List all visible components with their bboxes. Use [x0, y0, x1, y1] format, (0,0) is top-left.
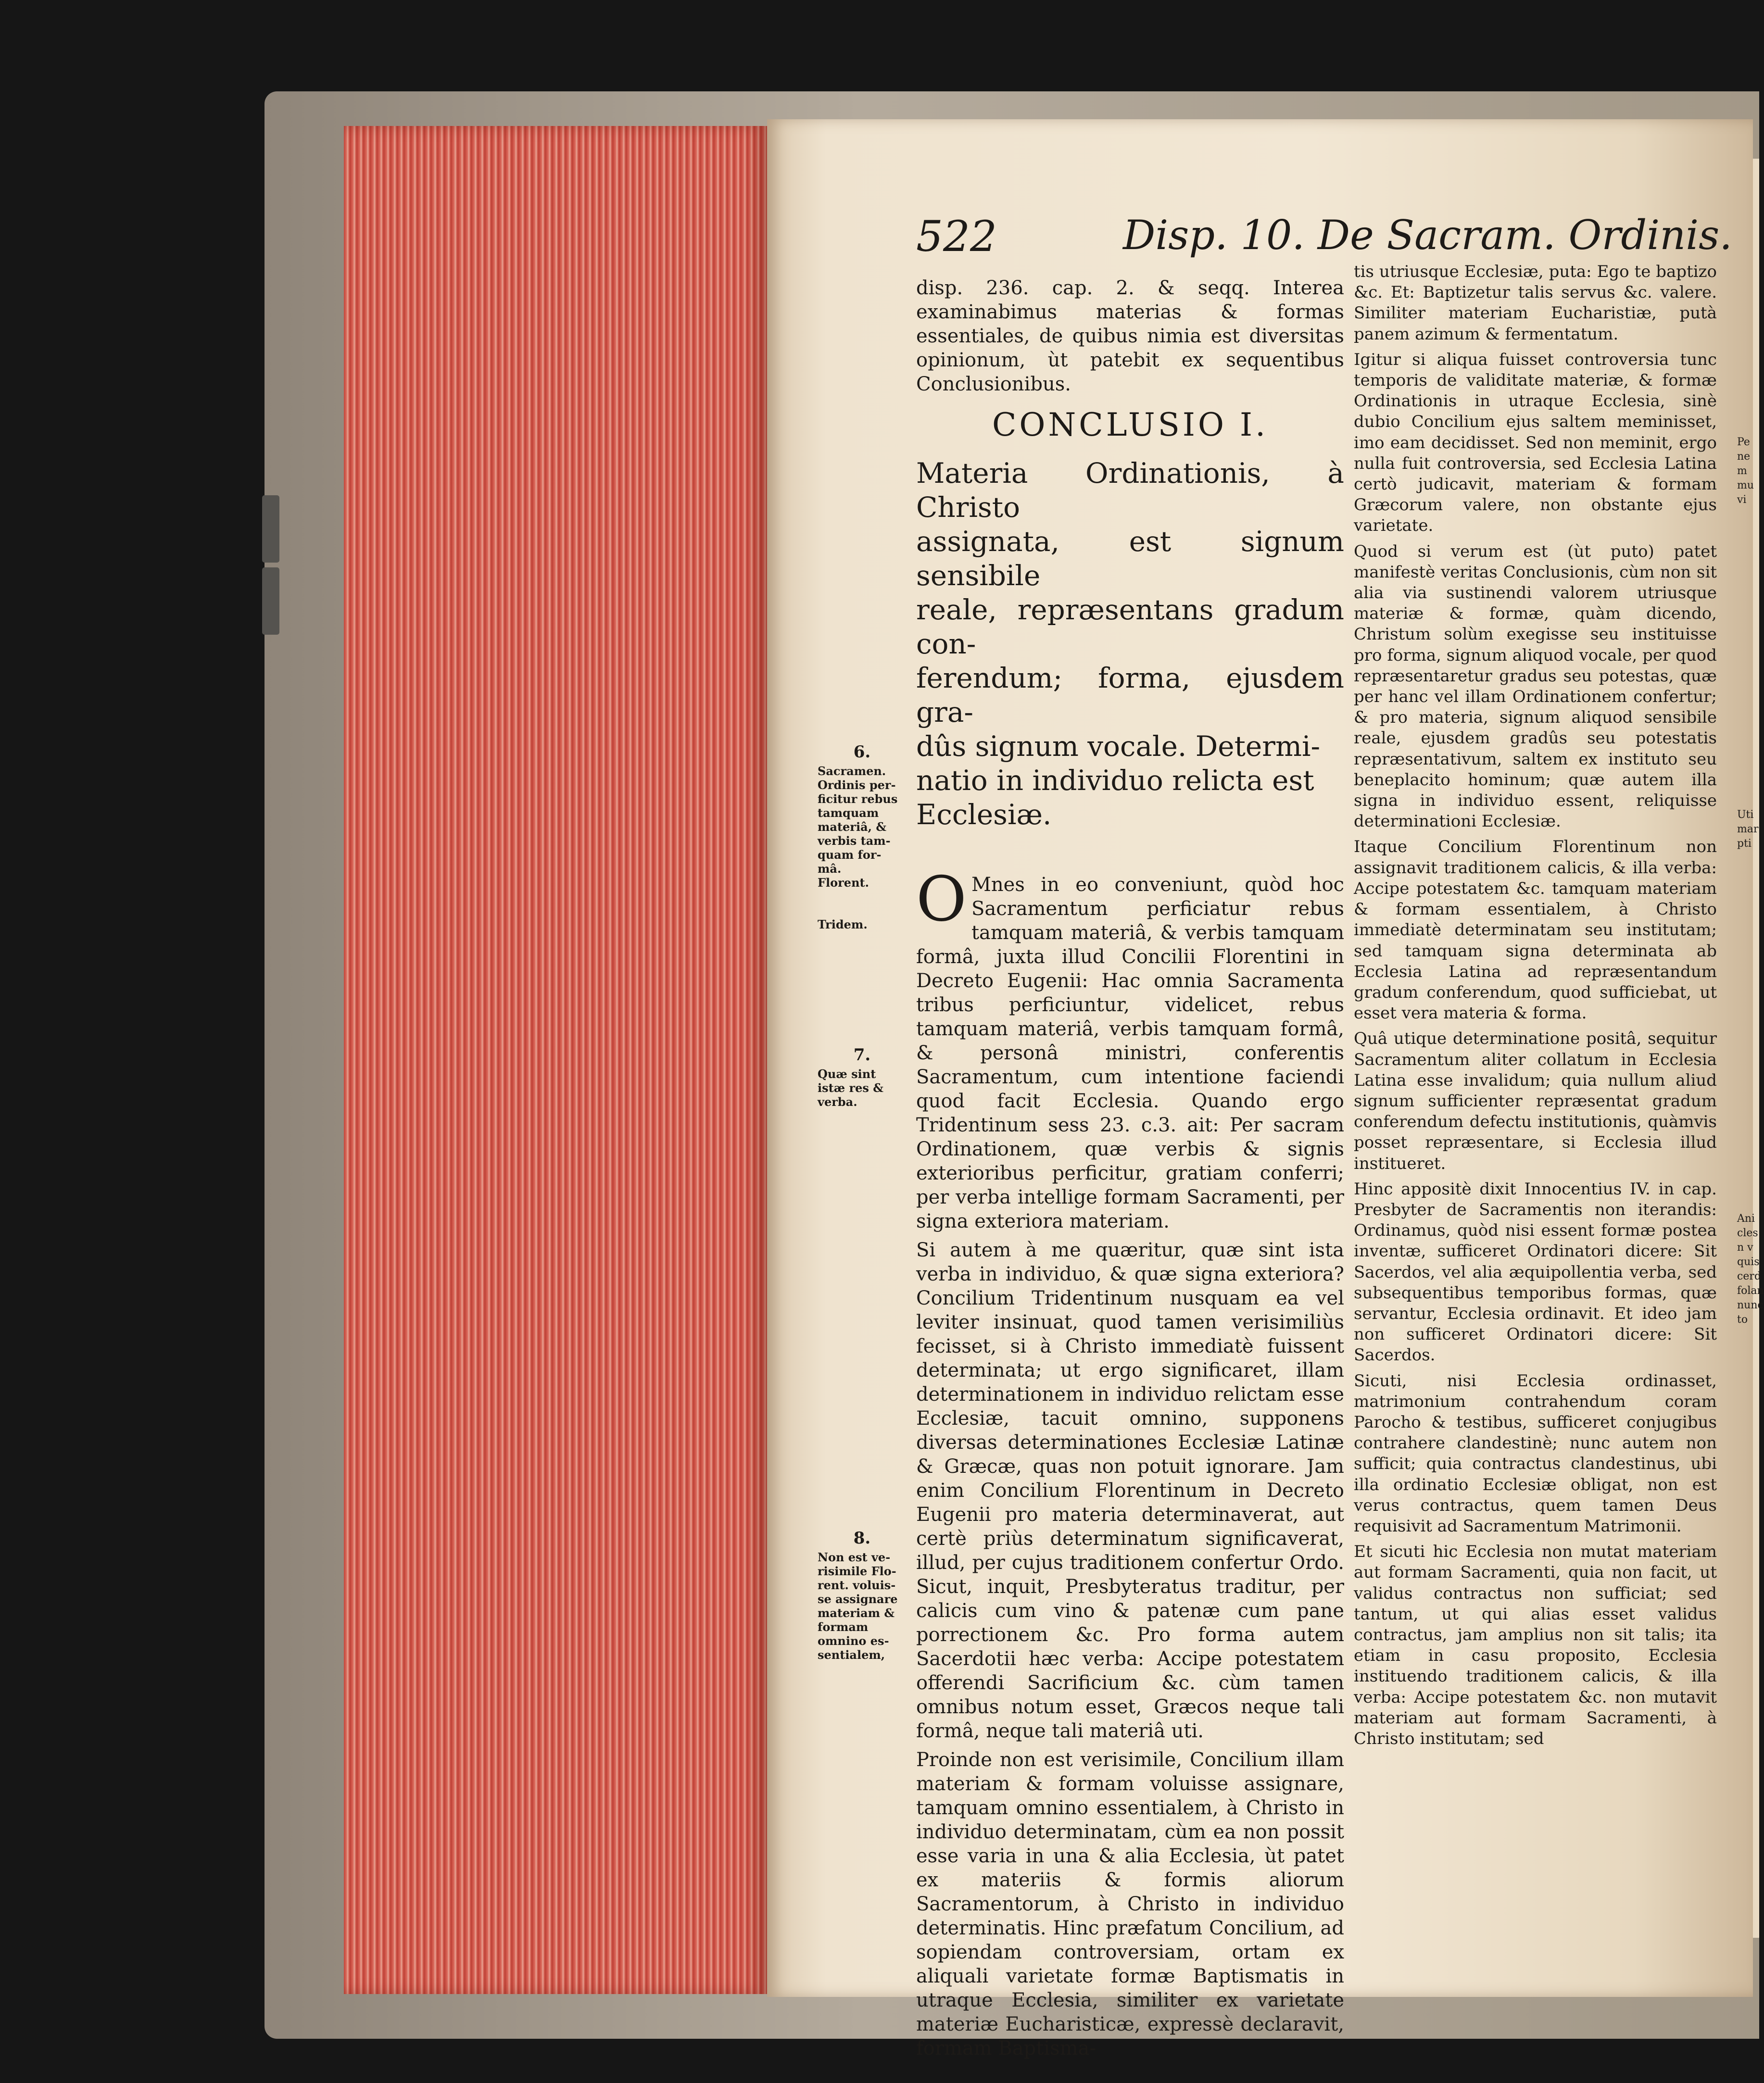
- margin-note-number: 7.: [853, 1045, 871, 1065]
- drop-cap: O: [916, 864, 967, 935]
- thesis-line: Ecclesiæ.: [916, 798, 1052, 831]
- body-paragraph: Et sicuti hic Ecclesia non mutat materiam aut formam Sacramenti, quia non facit, ut validus contractus non sufficiat; sed tantum, ut qui alias esset validus contractus, jam amplius non sit talis; ita etiam in casu proposito, Ecclesia instituendo traditionem calicis, & illa verba: Accipe potestatem &c. non mutavit materiam aut formam Sacramenti, à Christo institutam; sed: [1354, 1542, 1717, 1749]
- fragment-line: quis: [1737, 1256, 1760, 1268]
- fragment-line: folan: [1737, 1285, 1764, 1297]
- margin-note-8: [818, 1531, 907, 1662]
- body-paragraph: Quod si verum est (ùt puto) patet manifestè veritas Conclusionis, cùm non sit alia via sustinendi valorem utriusque materiæ & formæ, quàm dicendo, Christum solùm exegisse seu instituisse pro forma, signum aliquod vocale, per quod repræsentaretur gradus seu potestas, quæ per hanc vel illam Ordinationem confertur; & pro materia, signum aliquod sensibile reale, ejusdem gradûs seu potestatis repræsentativum, saltem ex instituto seu beneplacito hominum; quæ autem illa signa in individuo essent, reliquisse determinationi Ecclesiæ.: [1354, 541, 1717, 831]
- fragment-line: Pe: [1737, 436, 1750, 448]
- fragment-line: vi: [1737, 494, 1747, 506]
- paragraph-text: Mnes in eo conveniunt, quòd hoc Sacramentum perficiatur rebus tamquam materiâ, & verbis tamquam formâ, juxta illud Concilii Florentini in Decreto Eugenii: Hac omnia Sacramenta tribus perficiuntur, videlicet, rebus tamquam materiâ, verbis tamquam formâ, & personâ ministri, conferentis Sacramentum, cum intentione faciendi quod facit Ecclesia. Quando ergo Tridentinum sess 23. c.3. ait: Per sacram Ordinationem, quæ verbis & signis exterioribus perficitur, gratiam conferri; per verba intellige formam Sacramenti, per signa exteriora materiam.: [916, 874, 1344, 1232]
- margin-note-line: verbis tam-: [818, 834, 891, 848]
- margin-note-6: [818, 742, 907, 931]
- margin-note-line: materiâ, &: [818, 820, 886, 834]
- page-number: 522: [916, 212, 997, 261]
- margin-note-line: sentialem,: [818, 1648, 885, 1662]
- facing-page-fragment: [1737, 808, 1759, 851]
- margin-note-line: istæ res &: [818, 1081, 883, 1095]
- margin-note-line: Tridem.: [818, 917, 868, 931]
- intro-paragraph: disp. 236. cap. 2. & seqq. Interea examinabimus materias & formas essentiales, de quibus nimia est diversitas opinionum, ùt patebit ex sequentibus Conclusionibus.: [916, 277, 1344, 395]
- margin-note-line: tamquam: [818, 806, 879, 820]
- facing-page-fragment: [1737, 435, 1759, 507]
- fragment-line: pti: [1737, 838, 1751, 850]
- thesis-line: natio in individuo relicta est: [916, 764, 1314, 797]
- red-page-edges: [344, 126, 767, 1994]
- body-paragraph: tis utriusque Ecclesiæ, puta: Ego te baptizo &c. Et: Baptizetur talis servus &c. valere. Similiter materiam Eucharistiæ, putà panem azimum & fermentatum.: [1354, 262, 1717, 344]
- body-paragraph: Igitur si aliqua fuisset controversia tunc temporis de validitate materiæ, & formæ Ordinationis in utraque Ecclesia, sinè dubio Concilium ejus saltem meminisset, imo eam decidisset. Sed non meminit, ergo nulla fuit controversia, sed Ecclesia Latina certò judicavit, materiam & formam Græcorum valere, non obstante ejus varietate.: [1354, 350, 1717, 536]
- facing-page-fragment: [1737, 1212, 1764, 1327]
- margin-note-line: risimile Flo-: [818, 1564, 896, 1578]
- thesis-line: ferendum; forma, ejusdem gra-: [916, 662, 1344, 728]
- left-text-column: [916, 276, 1344, 2060]
- fragment-line: m: [1737, 465, 1747, 477]
- margin-note-number: 8.: [853, 1529, 871, 1548]
- body-paragraph: [916, 864, 1344, 1233]
- conclusio-thesis: [916, 456, 1344, 832]
- margin-note-line: rent. voluis-: [818, 1578, 896, 1592]
- margin-note-line: mâ.: [818, 862, 842, 876]
- thesis-line: dûs signum vocale. Determi-: [916, 730, 1321, 763]
- margin-note-number: 6.: [853, 742, 871, 762]
- margin-note-line: se assignare: [818, 1592, 898, 1606]
- body-paragraph: Proinde non est verisimile, Concilium illam materiam & formam voluisse assignare, tamquam omnino essentialem, à Christo in individuo determinatam, cùm ea non possit esse varia in una & alia Ecclesia, ùt patet ex materiis & formis aliorum Sacramentorum, à Christo in individuo determinatis. Hinc præfatum Concilium, ad sopiendam controversiam, ortam ex aliquali varietate formæ Baptismatis in utraque Ecclesia, similiter ex varietate materiæ Eucharisticæ, expressè declaravit, formam Baptisma-: [916, 1749, 1344, 2059]
- margin-note-line: quam for-: [818, 848, 882, 862]
- conclusio-heading: CONCLUSIO I.: [992, 406, 1269, 443]
- thesis-line: reale, repræsentans gradum con-: [916, 593, 1344, 660]
- fragment-line: cles: [1737, 1227, 1758, 1239]
- margin-note-line: Sacramen.: [818, 764, 886, 778]
- body-paragraph: Hinc appositè dixit Innocentius IV. in cap. Presbyter de Sacramentis non iterandis: Ordinamus, quòd nisi essent formæ postea inventæ, sufficeret Ordinatori dicere: Sit Sacerdos, vel alia æquipollentia verba, sed subsequentibus temporibus formas, quæ servantur, Ecclesia ordinavit. Et ideo jam non sufficeret Ordinatori dicere: Sit Sacerdos.: [1354, 1179, 1717, 1365]
- book-clasp-lower: [262, 567, 279, 635]
- margin-note-line: Quæ sint: [818, 1067, 876, 1081]
- margin-note-line: Florent.: [818, 876, 869, 890]
- fragment-line: to: [1737, 1314, 1748, 1326]
- fragment-line: Uti: [1737, 809, 1754, 821]
- body-paragraph: Itaque Concilium Florentinum non assignavit traditionem calicis, & illa verba: Accipe potestatem &c. tamquam materiam & formam essentialem, à Christo immediatè determinatam seu institutam; sed tamquam signa determinata ab Ecclesia Latina ad repræsentandum gradum conferendum, quod sufficiebat, ut esset vera materia & forma.: [1354, 837, 1717, 1023]
- thesis-line: assignata, est signum sensibile: [916, 525, 1344, 592]
- margin-note-line: ficitur rebus: [818, 792, 898, 806]
- margin-note-line: verba.: [818, 1095, 857, 1109]
- running-title: Disp. 10. De Sacram. Ordinis.: [1123, 212, 1732, 259]
- fragment-line: mar: [1737, 823, 1759, 835]
- body-paragraph: Si autem à me quæritur, quæ sint ista verba in individuo, & quæ signa exteriora? Concilium Tridentinum nusquam ea vel leviter insinuat, quod tamen verisimiliùs fecisset, si à Christo immediatè fuissent determinata; ut ergo significaret, illam determinationem in individuo relictam esse Ecclesiæ, tacuit omnino, supponens diversas determinationes Ecclesiæ Latinæ & Græcæ, quas non potuit ignorare. Jam enim Concilium Florentinum in Decreto Eugenii pro materia determinaverat, aut certè priùs determinatum significaverat, illud, per cujus traditionem confertur Ordo. Sicut, inquit, Presbyteratus traditur, per calicis cum vino & patenæ cum pane porrectionem &c. Pro forma autem Sacerdotii hæc verba: Accipe potestatem offerendi Sacrificium &c. cùm tamen omnibus notum esset, Græcos neque tali formâ, neque tali materiâ uti.: [916, 1239, 1344, 1742]
- fragment-line: nunc: [1737, 1299, 1764, 1311]
- fragment-line: n v: [1737, 1242, 1753, 1254]
- margin-note-line: materiam &: [818, 1606, 895, 1620]
- margin-note-7: [818, 1045, 907, 1109]
- running-head: [916, 212, 1743, 269]
- margin-note-line: Ordinis per-: [818, 778, 896, 792]
- fragment-line: Ani: [1737, 1213, 1755, 1225]
- thesis-line: Materia Ordinationis, à Christo: [916, 457, 1344, 524]
- margin-note-line: [818, 890, 907, 903]
- fragment-line: mu: [1737, 479, 1754, 491]
- right-text-column: [1354, 262, 1717, 1749]
- fragment-line: ne: [1737, 451, 1751, 463]
- margin-note-line: formam: [818, 1620, 869, 1634]
- body-paragraph: Sicuti, nisi Ecclesia ordinasset, matrimonium contrahendum coram Parocho & testibus, sufficeret conjugibus contrahere clandestinè; nunc autem non sufficit; quia contractus clandestinus, ubi illa ordinatio Ecclesiæ obligat, non est verus contractus, quem tamen Deus requisivit ad Sacramentum Matrimonii.: [1354, 1371, 1717, 1536]
- fragment-line: cerd: [1737, 1270, 1761, 1282]
- margin-note-line: Non est ve-: [818, 1550, 891, 1564]
- margin-note-line: [818, 903, 907, 917]
- book-clasp-upper: [262, 495, 279, 563]
- body-paragraph: Quâ utique determinatione positâ, sequitur Sacramentum aliter collatum in Ecclesia Latina esse invalidum; quia nullum aliud signum sufficienter repræsentat gradum conferendum defectu institutionis, quàmvis posset repræsentare, si Ecclesia illud institueret.: [1354, 1029, 1717, 1173]
- margin-note-line: omnino es-: [818, 1634, 889, 1648]
